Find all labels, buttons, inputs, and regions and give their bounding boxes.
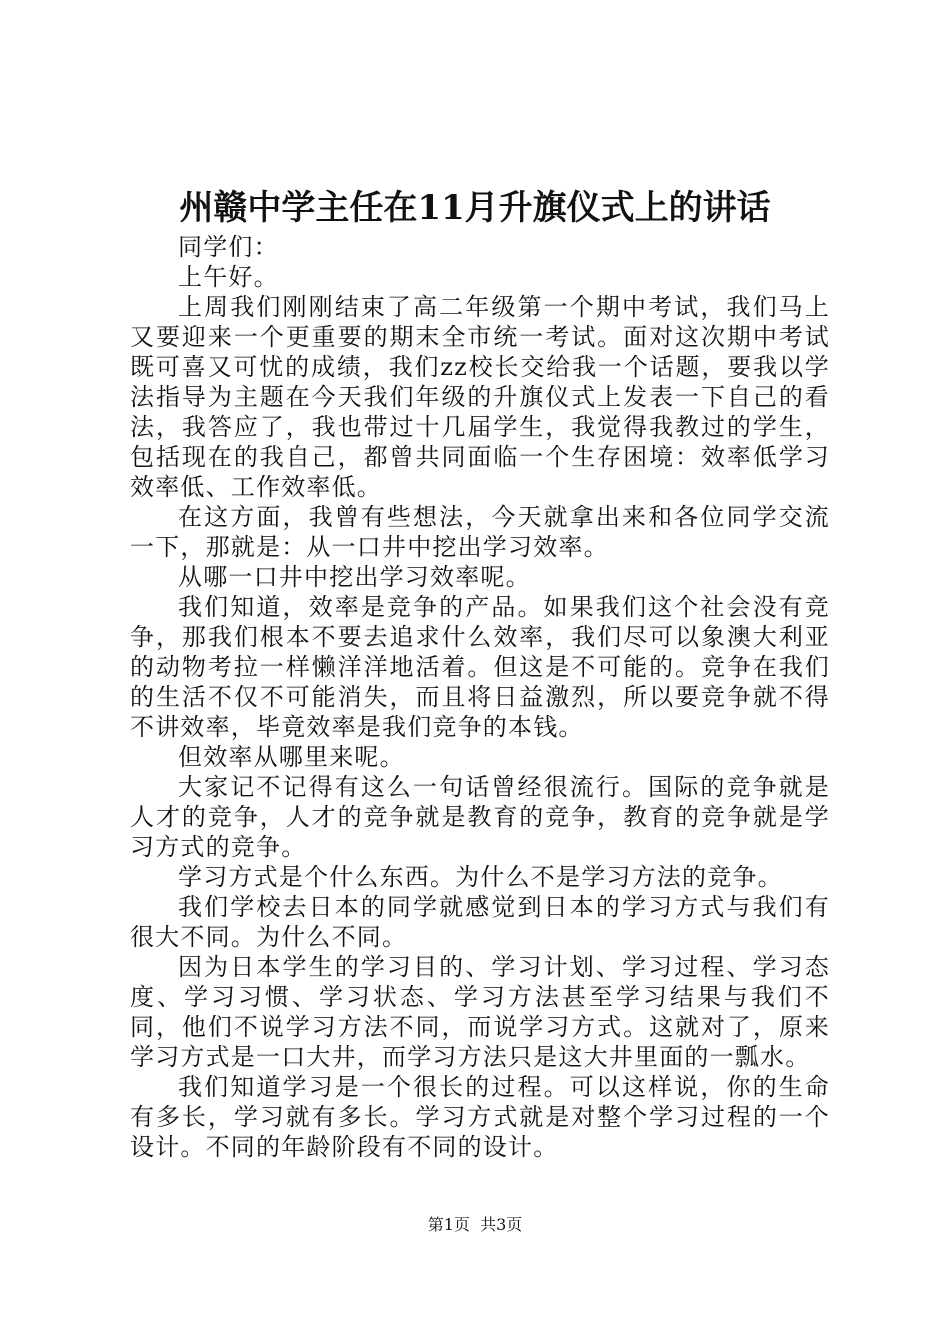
paragraph: 我们知道，效率是竞争的产品。如果我们这个社会没有竞争，那我们根本不要去追求什么效率，我们尽可以象澳大利亚的动物考拉一样懒洋洋地活着。但这是不可能的。竞争在我们的生活不仅不可能消失，而且将日益激烈，所以要竞争就不得不讲效率，毕竟效率是我们竞争的本钱。 xyxy=(130,593,830,741)
paragraph: 但效率从哪里来呢。 xyxy=(178,743,405,771)
paragraph-greeting: 同学们： xyxy=(178,233,279,261)
document-title: 州赣中学主任在11月升旗仪式上的讲话 xyxy=(179,188,771,228)
document-body xyxy=(130,232,830,1162)
paragraph: 上周我们刚刚结束了高二年级第一个期中考试，我们马上又要迎来一个更重要的期末全市统一考试。面对这次期中考试既可喜又可忧的成绩，我们zz校长交给我一个话题，要我以学法指导为主题在今天我们年级的升旗仪式上发表一下自己的看法，我答应了，我也带过十几届学生，我觉得我教过的学生，包括现在的我自己，都曾共同面临一个生存困境：效率低学习效率低、工作效率低。 xyxy=(130,293,830,501)
paragraph: 大家记不记得有这么一句话曾经很流行。国际的竞争就是人才的竞争，人才的竞争就是教育的竞争，教育的竞争就是学习方式的竞争。 xyxy=(130,773,830,861)
paragraph: 我们知道学习是一个很长的过程。可以这样说，你的生命有多长，学习就有多长。学习方式就是对整个学习过程的一个设计。不同的年龄阶段有不同的设计。 xyxy=(130,1073,830,1161)
page-total: 共3页 xyxy=(480,1215,523,1234)
page-number: 第1页 xyxy=(427,1215,470,1234)
paragraph: 学习方式是个什么东西。为什么不是学习方法的竞争。 xyxy=(178,863,783,891)
paragraph: 从哪一口井中挖出学习效率呢。 xyxy=(178,563,531,591)
paragraph: 因为日本学生的学习目的、学习计划、学习过程、学习态度、学习习惯、学习状态、学习方法甚至学习结果与我们不同，他们不说学习方法不同，而说学习方式。这就对了，原来学习方式是一口大井，而学习方法只是这大井里面的一瓢水。 xyxy=(130,953,830,1071)
paragraph: 我们学校去日本的同学就感觉到日本的学习方式与我们有很大不同。为什么不同。 xyxy=(130,893,830,951)
page-footer xyxy=(0,1214,950,1236)
paragraph-salutation: 上午好。 xyxy=(178,263,279,291)
paragraph: 在这方面，我曾有些想法，今天就拿出来和各位同学交流一下，那就是：从一口井中挖出学习效率。 xyxy=(130,503,830,561)
